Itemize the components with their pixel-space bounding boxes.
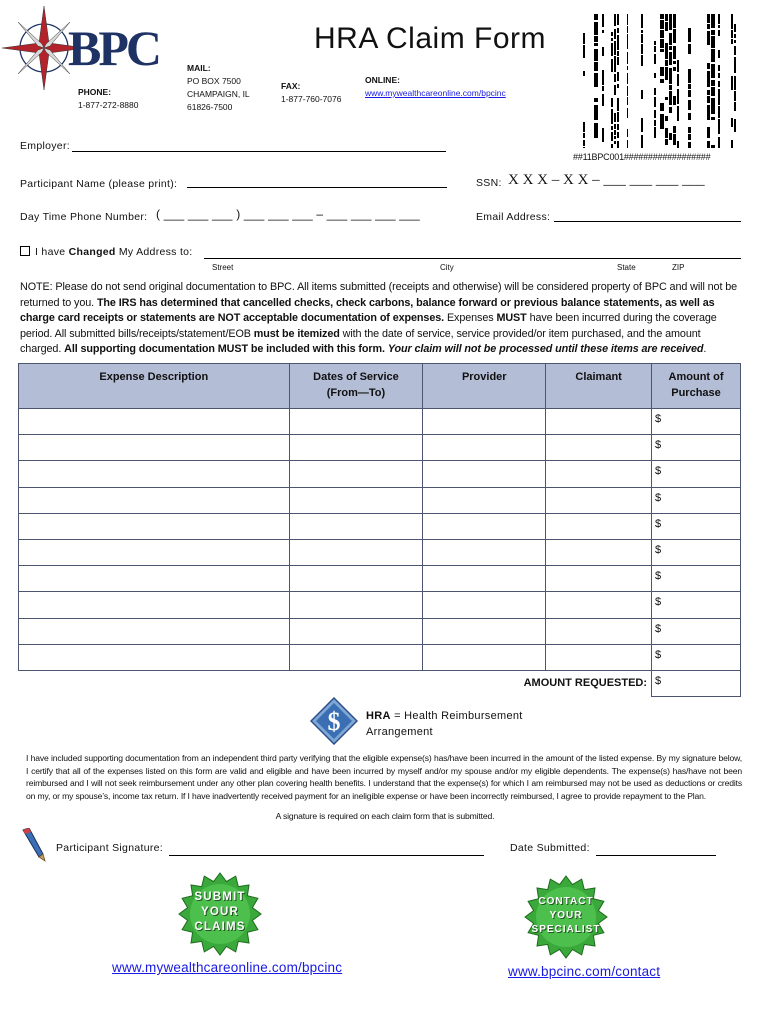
expense-description-cell[interactable] <box>19 592 290 618</box>
fax-label: FAX: <box>281 81 301 91</box>
address-zip-caption: ZIP <box>672 263 685 272</box>
date-submitted-label: Date Submitted: <box>510 842 590 854</box>
amount-cell[interactable]: $ <box>652 435 741 461</box>
expense-description-cell[interactable] <box>19 461 290 487</box>
amount-cell[interactable]: $ <box>652 539 741 565</box>
hra-dollar-icon <box>310 697 358 745</box>
expense-row <box>19 644 741 670</box>
expense-row <box>19 461 741 487</box>
claimant-cell[interactable] <box>546 435 652 461</box>
note-p3b: have been incurred during the coverage period. All submitted bills/receipts/statement/EOB <box>20 312 717 340</box>
submit-claims-badge[interactable] <box>178 872 262 956</box>
address-changed-checkbox[interactable] <box>20 246 30 256</box>
submit-claims-link[interactable]: www.mywealthcareonline.com/bpcinc <box>112 960 343 975</box>
note-p5-end: . <box>703 343 707 355</box>
expense-table-body <box>19 409 741 697</box>
address-city-caption: City <box>440 263 454 272</box>
col-dates-of-service <box>289 364 423 409</box>
submit-line3: CLAIMS <box>194 921 246 933</box>
hra-line2: Arrangement <box>366 726 433 738</box>
barcode-caption: ##11BPC001################## <box>573 152 711 162</box>
page-title: HRA Claim Form <box>314 22 547 55</box>
expense-description-cell[interactable] <box>19 618 290 644</box>
amount-requested-label: AMOUNT REQUESTED: <box>523 676 648 689</box>
participant-signature-input[interactable] <box>169 855 484 856</box>
expense-row <box>19 513 741 539</box>
provider-cell[interactable] <box>423 618 546 644</box>
fax-value: 1-877-760-7076 <box>281 94 342 104</box>
mail-line1: PO BOX 7500 <box>187 76 241 86</box>
expense-row <box>19 435 741 461</box>
address-input[interactable] <box>204 258 741 259</box>
address-street-caption: Street <box>212 263 234 272</box>
col-provider: Provider <box>423 364 546 409</box>
fax-block <box>281 80 342 106</box>
claimant-cell[interactable] <box>546 644 652 670</box>
col-dates-line1: Dates of Service <box>313 371 399 383</box>
provider-cell[interactable] <box>423 409 546 435</box>
amount-cell[interactable]: $ <box>652 409 741 435</box>
claimant-cell[interactable] <box>546 513 652 539</box>
participant-name-label: Participant Name (please print): <box>20 178 178 190</box>
provider-cell[interactable] <box>423 513 546 539</box>
dates-of-service-cell[interactable] <box>289 409 423 435</box>
contact-link[interactable]: www.bpcinc.com/contact <box>508 964 661 979</box>
expense-description-cell[interactable] <box>19 513 290 539</box>
contact-line2: YOUR <box>549 910 583 921</box>
provider-cell[interactable] <box>423 644 546 670</box>
contact-specialist-badge[interactable] <box>524 875 608 959</box>
provider-cell[interactable] <box>423 487 546 513</box>
claimant-cell[interactable] <box>546 539 652 565</box>
col-expense-description: Expense Description <box>19 364 290 409</box>
hra-abbr: HRA <box>366 710 391 722</box>
expense-description-cell[interactable] <box>19 435 290 461</box>
dates-of-service-cell[interactable] <box>289 644 423 670</box>
amount-cell[interactable]: $ <box>652 487 741 513</box>
expense-description-cell[interactable] <box>19 566 290 592</box>
dates-of-service-cell[interactable] <box>289 487 423 513</box>
logo-wordmark: BPC <box>68 20 159 76</box>
expense-row <box>19 566 741 592</box>
address-suffix: My Address to: <box>118 246 193 258</box>
phone-number-label: Day Time Phone Number: <box>20 211 148 223</box>
amount-cell[interactable]: $ <box>652 461 741 487</box>
submit-line1: SUBMIT <box>194 891 246 903</box>
signature-required-note: A signature is required on each claim form that is submitted. <box>275 811 495 821</box>
mail-line2: CHAMPAIGN, IL <box>187 89 250 99</box>
contact-line1: CONTACT <box>538 896 594 907</box>
bpc-logo <box>2 4 162 94</box>
ssn-label: SSN: <box>476 177 502 189</box>
col-amount-line1: Amount of <box>668 371 724 383</box>
address-state-caption: State <box>617 263 636 272</box>
phone-value: 1-877-272-8880 <box>78 100 139 110</box>
expense-table-header <box>19 364 741 409</box>
contact-line3: SPECIALIST <box>531 924 601 935</box>
note-p5-italic: Your claim will not be processed until these items are received <box>387 343 704 355</box>
col-claimant: Claimant <box>546 364 652 409</box>
dates-of-service-cell[interactable] <box>289 461 423 487</box>
provider-cell[interactable] <box>423 461 546 487</box>
note-p3a: Expenses <box>446 312 494 324</box>
amount-cell[interactable]: $ <box>652 566 741 592</box>
amount-requested-row <box>19 670 741 696</box>
expense-row <box>19 409 741 435</box>
note-p4: with the date of service, service provided/or item purchased, and the amount charged. <box>20 327 701 355</box>
claimant-cell[interactable] <box>546 461 652 487</box>
col-amount <box>652 364 741 409</box>
expense-row <box>19 592 741 618</box>
provider-cell[interactable] <box>423 435 546 461</box>
expense-description-cell[interactable] <box>19 409 290 435</box>
dates-of-service-cell[interactable] <box>289 592 423 618</box>
claimant-cell[interactable] <box>546 592 652 618</box>
online-link[interactable]: www.mywealthcareonline.com/bpcinc <box>365 88 506 98</box>
amount-cell[interactable]: $ <box>652 513 741 539</box>
dates-of-service-cell[interactable] <box>289 566 423 592</box>
employer-input[interactable] <box>72 151 446 152</box>
col-amount-line2: Purchase <box>671 387 721 399</box>
note-paragraph <box>20 280 742 358</box>
expense-table <box>18 363 741 697</box>
hra-eq: = Health Reimbursement <box>390 710 523 722</box>
pen-icon <box>20 828 48 862</box>
expense-description-cell[interactable] <box>19 487 290 513</box>
address-prefix: I have <box>35 246 66 258</box>
claimant-cell[interactable] <box>546 487 652 513</box>
ssn-input[interactable]: X X X – X X – ___ ___ ___ ___ <box>508 172 705 188</box>
mail-block <box>187 62 250 114</box>
email-label: Email Address: <box>476 211 551 223</box>
phone-number-input[interactable]: ( ___ ___ ___ ) ___ ___ ___ – ___ ___ ___ ___ <box>156 207 420 221</box>
expense-row <box>19 487 741 513</box>
note-p3-bold: MUST <box>496 312 527 324</box>
email-input[interactable] <box>554 221 741 222</box>
svg-text:$: $ <box>327 707 341 736</box>
mail-line3: 61826-7500 <box>187 102 233 112</box>
claimant-cell[interactable] <box>546 618 652 644</box>
provider-cell[interactable] <box>423 539 546 565</box>
provider-cell[interactable] <box>423 566 546 592</box>
amount-cell[interactable]: $ <box>652 592 741 618</box>
dates-of-service-cell[interactable] <box>289 618 423 644</box>
address-bold: Changed <box>68 246 116 258</box>
address-changed-label <box>35 246 193 258</box>
expense-description-cell[interactable] <box>19 539 290 565</box>
amount-cell[interactable]: $ <box>652 618 741 644</box>
mail-label: MAIL: <box>187 63 211 73</box>
employer-label: Employer: <box>20 140 70 152</box>
participant-name-input[interactable] <box>187 187 447 188</box>
phone-label: PHONE: <box>78 87 112 97</box>
note-p4-bold: must be itemized <box>253 327 340 340</box>
provider-cell[interactable] <box>423 592 546 618</box>
expense-description-cell[interactable] <box>19 644 290 670</box>
barcode <box>583 14 739 148</box>
online-label: ONLINE: <box>365 75 400 85</box>
note-p1: NOTE: Please do not send original documentation to BPC. All items submitted (receipts and otherwise) will be considered property of BPC and will not be returned to you. <box>20 281 738 309</box>
col-dates-line2: (From—To) <box>326 387 386 399</box>
dates-of-service-cell[interactable] <box>289 513 423 539</box>
dates-of-service-cell[interactable] <box>289 435 423 461</box>
certification-text: I have included supporting documentation from an independent third party verifying that the eligible expense(s) has/have been incurred in the amount of the listed expense. By my signature below, I certify that all of the expenses listed on this form are valid and eligible and have been incurred by myself and/or my spouse and/or my eligible dependents. The expense(s) has/have not been reimbursed and I will not seek reimbursement under any other plan covering health benefits. I understand that the expense(s) for which I am reimbursed may not be used as deductions or credits on my, or my spouse’s, income tax return. If I have inadvertently received payment for an ineligible expense or have been incorrectly reimbursed, I agree to provide repayment to the Plan. <box>26 753 742 801</box>
submit-line2: YOUR <box>200 906 240 918</box>
phone-block <box>78 86 139 112</box>
note-p5-bold: All supporting documentation MUST be included with this form. <box>64 343 385 355</box>
participant-signature-label: Participant Signature: <box>56 842 163 854</box>
barcode-graphic <box>583 14 739 148</box>
online-block <box>365 74 506 100</box>
amount-requested-input[interactable]: $ <box>652 670 741 696</box>
dates-of-service-cell[interactable] <box>289 539 423 565</box>
hra-definition <box>366 708 523 740</box>
expense-row <box>19 539 741 565</box>
note-p2: The IRS has determined that cancelled checks, check carbons, balance forward or previous balance statements, as well as charge card receipts or statements are NOT acceptable documentation of expenses. <box>20 296 715 324</box>
expense-row <box>19 618 741 644</box>
amount-cell[interactable]: $ <box>652 644 741 670</box>
claimant-cell[interactable] <box>546 409 652 435</box>
date-submitted-input[interactable] <box>596 855 716 856</box>
claimant-cell[interactable] <box>546 566 652 592</box>
